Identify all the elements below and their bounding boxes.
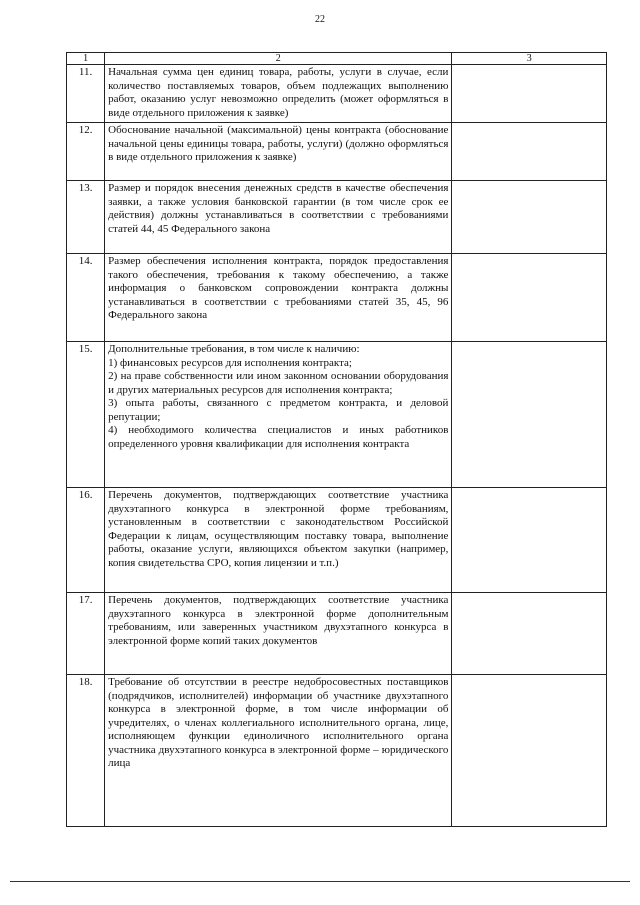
row-number: 14. [67, 254, 105, 342]
column-header-description: 2 [105, 53, 452, 65]
table-row [67, 65, 607, 123]
row-number: 12. [67, 123, 105, 181]
row-value-cell [452, 181, 607, 254]
table-header-row [67, 53, 607, 65]
table-row [67, 488, 607, 593]
row-number: 15. [67, 342, 105, 488]
row-value-cell [452, 342, 607, 488]
table-row [67, 675, 607, 827]
page-number: 22 [315, 14, 325, 25]
row-description: Требование об отсутствии в реестре недобросовестных поставщиков (подрядчиков, исполнителей) информации об участнике двухэтапного конкурса в электронной форме, в том числе информации об учредителях, о членах коллегиального исполнительного органа, лице, исполняющем функции единоличного исполнительного органа участника двухэтапного конкурса в электронной форме – юридического лица [105, 675, 452, 827]
row-value-cell [452, 254, 607, 342]
row-description: Размер и порядок внесения денежных средств в качестве обеспечения заявки, а также условия банковской гарантии (в том числе срок ее действия) должны устанавливаться в соответствии с требованиями статей 44, 45 Федерального закона [105, 181, 452, 254]
row-value-cell [452, 675, 607, 827]
row-description: Начальная сумма цен единиц товара, работы, услуги в случае, если количество поставляемых товаров, объем подлежащих выполнению работ, оказанию услуг невозможно определить (может оформляться в виде отдельного приложения к заявке) [105, 65, 452, 123]
row-description: Обоснование начальной (максимальной) цены контракта (обоснование начальной цены единицы товара, работы, услуги) (должно оформляться в виде отдельного приложения к заявке) [105, 123, 452, 181]
row-description-cell [105, 342, 452, 488]
row-description: Размер обеспечения исполнения контракта, порядок предоставления такого обеспечения, требования к такому обеспечению, а также информация о банковском сопровождении контракта должны устанавливаться в соответствии с требованиями статей 35, 45, 96 Федерального закона [105, 254, 452, 342]
row-value-cell [452, 65, 607, 123]
table-row [67, 181, 607, 254]
row-value-cell [452, 488, 607, 593]
row-value-cell [452, 593, 607, 675]
table-row [67, 123, 607, 181]
table-row [67, 254, 607, 342]
column-header-value: 3 [452, 53, 607, 65]
row-value-cell [452, 123, 607, 181]
table-row [67, 342, 607, 488]
row-description: Перечень документов, подтверждающих соответствие участника двухэтапного конкурса в электронной форме дополнительным требованиям, или заверенных участником двухэтапного конкурса в электронной форме копий таких документов [105, 593, 452, 675]
column-header-number: 1 [67, 53, 105, 65]
requirements-table [66, 52, 607, 827]
row-number: 13. [67, 181, 105, 254]
row-number: 17. [67, 593, 105, 675]
row-description: Дополнительные требования, в том числе к наличию: 1) финансовых ресурсов для исполнения контракта; 2) на праве собственности или ином законном основании оборудования и других материальных ресурсов для исполнения контракта; 3) опыта работы, связанного с предметом контракта, и деловой репутации; 4) необходимого количества специалистов и иных работников определенного уровня квалификации для исполнения контракта [108, 343, 449, 450]
row-number: 16. [67, 488, 105, 593]
row-number: 18. [67, 675, 105, 827]
footer-divider [10, 881, 630, 882]
row-number: 11. [67, 65, 105, 123]
row-description: Перечень документов, подтверждающих соответствие участника двухэтапного конкурса в электронной форме требованиям, установленным в соответствии с законодательством Российской Федерации к лицам, осуществляющим поставку товара, выполнение работы, оказание услуги, являющихся объектом закупки (например, копия свидетельства СРО, копия лицензии и т.п.) [105, 488, 452, 593]
table-row [67, 593, 607, 675]
